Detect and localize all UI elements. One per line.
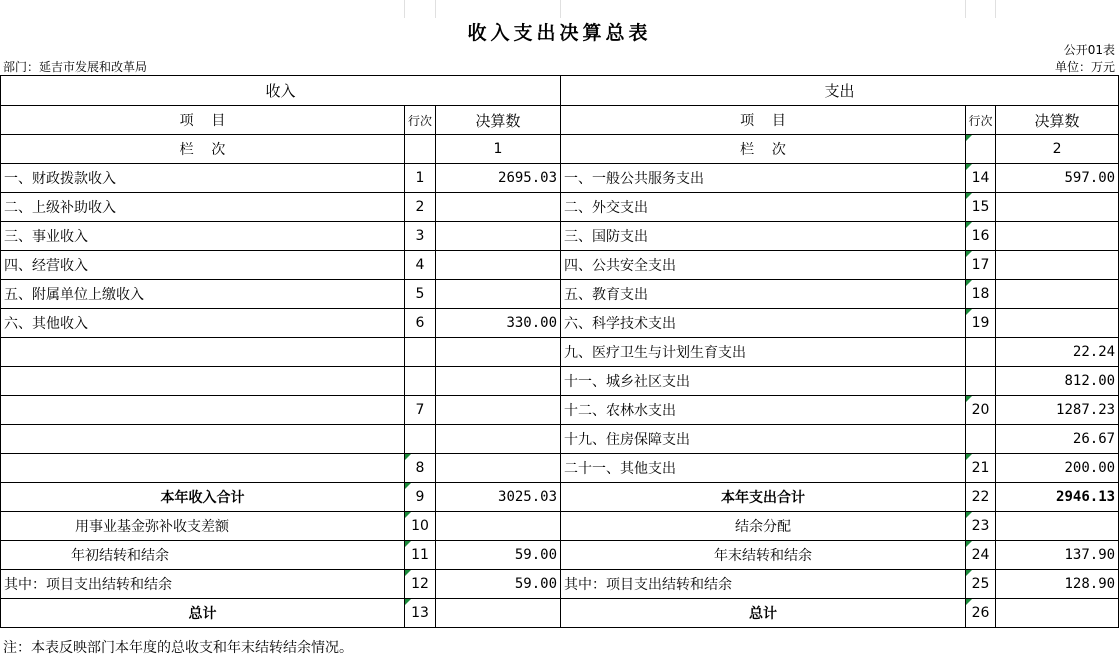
income-project-carryover-label[interactable]: 其中：项目支出结转和结余 — [1, 570, 405, 599]
expense-year-total-label[interactable]: 本年支出合计 — [561, 483, 966, 512]
beginning-carryover-rowno[interactable]: 11 — [405, 541, 436, 570]
expense-rowno-cell[interactable] — [966, 338, 996, 367]
expense-rowno-cell[interactable] — [966, 425, 996, 454]
beginning-carryover-value[interactable]: 59.00 — [436, 541, 561, 570]
table-row — [1, 280, 1119, 309]
income-item-cell[interactable]: 五、附属单位上缴收入 — [1, 280, 405, 309]
income-year-total-rowno[interactable]: 9 — [405, 483, 436, 512]
expense-item-cell[interactable]: 二、外交支出 — [561, 193, 966, 222]
expense-column-blank[interactable] — [966, 135, 996, 164]
income-amount-cell[interactable] — [436, 193, 561, 222]
income-item-cell[interactable] — [1, 396, 405, 425]
table-row — [1, 309, 1119, 338]
expense-item-cell[interactable]: 六、科学技术支出 — [561, 309, 966, 338]
expense-amount-cell[interactable]: 597.00 — [996, 164, 1119, 193]
income-rowno-cell[interactable]: 4 — [405, 251, 436, 280]
expense-column-label[interactable]: 栏 次 — [561, 135, 966, 164]
income-project-carryover-value[interactable]: 59.00 — [436, 570, 561, 599]
expense-year-total-rowno[interactable]: 22 — [966, 483, 996, 512]
expense-amount-header[interactable]: 决算数 — [996, 106, 1119, 135]
expense-rowno-cell[interactable]: 19 — [966, 309, 996, 338]
ending-carryover-rowno[interactable]: 24 — [966, 541, 996, 570]
expense-rowno-cell[interactable]: 21 — [966, 454, 996, 483]
income-item-cell[interactable]: 三、事业收入 — [1, 222, 405, 251]
table-row — [1, 396, 1119, 425]
income-grand-total-value[interactable] — [436, 599, 561, 628]
project-carryover-row — [1, 570, 1119, 599]
column-index-row — [1, 135, 1119, 164]
expense-amount-cell[interactable] — [996, 193, 1119, 222]
expense-grand-total-rowno[interactable]: 26 — [966, 599, 996, 628]
expense-amount-cell[interactable] — [996, 222, 1119, 251]
expense-project-carryover-value[interactable]: 128.90 — [996, 570, 1119, 599]
expense-rowno-cell[interactable]: 14 — [966, 164, 996, 193]
income-rowno-cell[interactable]: 2 — [405, 193, 436, 222]
expense-item-cell[interactable]: 十二、农林水支出 — [561, 396, 966, 425]
income-item-cell[interactable]: 四、经营收入 — [1, 251, 405, 280]
income-grand-total-label[interactable]: 总计 — [1, 599, 405, 628]
table-row — [1, 164, 1119, 193]
table-row — [1, 338, 1119, 367]
surplus-distribution-value[interactable] — [996, 512, 1119, 541]
expense-amount-cell[interactable]: 200.00 — [996, 454, 1119, 483]
table-row — [1, 251, 1119, 280]
income-rowno-cell[interactable]: 3 — [405, 222, 436, 251]
expense-section-header[interactable]: 支出 — [561, 76, 1119, 106]
income-item-cell[interactable] — [1, 454, 405, 483]
expense-amount-cell[interactable] — [996, 251, 1119, 280]
section-header-row — [1, 76, 1119, 106]
expense-rowno-cell[interactable] — [966, 367, 996, 396]
expense-project-carryover-rowno[interactable]: 25 — [966, 570, 996, 599]
expense-item-header[interactable]: 项 目 — [561, 106, 966, 135]
income-item-cell[interactable]: 二、上级补助收入 — [1, 193, 405, 222]
income-item-header[interactable]: 项 目 — [1, 106, 405, 135]
income-column-label[interactable]: 栏 次 — [1, 135, 405, 164]
expense-rowno-cell[interactable]: 20 — [966, 396, 996, 425]
table-row — [1, 193, 1119, 222]
expense-item-cell[interactable]: 十九、住房保障支出 — [561, 425, 966, 454]
form-code: 公开01表 — [1063, 43, 1115, 57]
expense-rowno-header[interactable]: 行次 — [966, 106, 996, 135]
expense-year-total-value[interactable]: 2946.13 — [996, 483, 1119, 512]
income-rowno-cell[interactable] — [405, 367, 436, 396]
income-rowno-cell[interactable] — [405, 425, 436, 454]
income-amount-cell[interactable] — [436, 280, 561, 309]
carryover-row — [1, 541, 1119, 570]
income-item-cell[interactable] — [1, 425, 405, 454]
ending-carryover-label[interactable]: 年末结转和结余 — [561, 541, 966, 570]
unit-label: 单位：万元 — [1054, 60, 1115, 74]
income-year-total-label[interactable]: 本年收入合计 — [1, 483, 405, 512]
fund-offset-value[interactable] — [436, 512, 561, 541]
income-grand-total-rowno[interactable]: 13 — [405, 599, 436, 628]
income-amount-header[interactable]: 决算数 — [436, 106, 561, 135]
income-column-blank[interactable] — [405, 135, 436, 164]
expense-rowno-cell[interactable]: 16 — [966, 222, 996, 251]
report-title: 收入支出决算总表 — [467, 22, 652, 44]
expense-item-cell[interactable]: 二十一、其他支出 — [561, 454, 966, 483]
income-item-cell[interactable]: 一、财政拨款收入 — [1, 164, 405, 193]
income-column-number[interactable]: 1 — [436, 135, 561, 164]
expense-amount-cell[interactable]: 812.00 — [996, 367, 1119, 396]
income-amount-cell[interactable] — [436, 396, 561, 425]
expense-column-number[interactable]: 2 — [996, 135, 1119, 164]
surplus-distribution-label[interactable]: 结余分配 — [561, 512, 966, 541]
income-year-total-value[interactable]: 3025.03 — [436, 483, 561, 512]
income-amount-cell[interactable] — [436, 251, 561, 280]
column-header-row — [1, 106, 1119, 135]
footnote: 注：本表反映部门本年度的总收支和年末结转结余情况。 — [3, 640, 353, 656]
expense-grand-total-label[interactable]: 总计 — [561, 599, 966, 628]
fund-offset-rowno[interactable]: 10 — [405, 512, 436, 541]
expense-item-cell[interactable]: 四、公共安全支出 — [561, 251, 966, 280]
income-item-cell[interactable] — [1, 367, 405, 396]
income-rowno-cell[interactable]: 7 — [405, 396, 436, 425]
fund-offset-label[interactable]: 用事业基金弥补收支差额 — [1, 512, 405, 541]
beginning-carryover-label[interactable]: 年初结转和结余 — [1, 541, 405, 570]
income-rowno-cell[interactable]: 8 — [405, 454, 436, 483]
sheet-gridlines — [0, 0, 1119, 18]
income-item-cell[interactable] — [1, 338, 405, 367]
expense-amount-cell[interactable]: 26.67 — [996, 425, 1119, 454]
income-project-carryover-rowno[interactable]: 12 — [405, 570, 436, 599]
ending-carryover-value[interactable]: 137.90 — [996, 541, 1119, 570]
expense-rowno-cell[interactable]: 17 — [966, 251, 996, 280]
surplus-distribution-rowno[interactable]: 23 — [966, 512, 996, 541]
income-amount-cell[interactable] — [436, 367, 561, 396]
grand-total-row — [1, 599, 1119, 628]
income-amount-cell[interactable] — [436, 425, 561, 454]
table-row — [1, 425, 1119, 454]
income-rowno-cell[interactable] — [405, 338, 436, 367]
table-row — [1, 222, 1119, 251]
income-amount-cell[interactable] — [436, 222, 561, 251]
income-amount-cell[interactable] — [436, 454, 561, 483]
expense-rowno-cell[interactable]: 18 — [966, 280, 996, 309]
year-total-row — [1, 483, 1119, 512]
expense-item-cell[interactable]: 五、教育支出 — [561, 280, 966, 309]
income-rowno-cell[interactable]: 1 — [405, 164, 436, 193]
expense-rowno-cell[interactable]: 15 — [966, 193, 996, 222]
fund-row — [1, 512, 1119, 541]
department-label: 部门：延吉市发展和改革局 — [3, 60, 148, 74]
income-expense-table — [0, 75, 1119, 628]
income-rowno-cell[interactable]: 5 — [405, 280, 436, 309]
expense-item-cell[interactable]: 九、医疗卫生与计划生育支出 — [561, 338, 966, 367]
income-amount-cell[interactable]: 2695.03 — [436, 164, 561, 193]
expense-amount-cell[interactable]: 22.24 — [996, 338, 1119, 367]
table-row — [1, 367, 1119, 396]
expense-grand-total-value[interactable] — [996, 599, 1119, 628]
expense-item-cell[interactable]: 三、国防支出 — [561, 222, 966, 251]
income-amount-cell[interactable] — [436, 338, 561, 367]
income-item-cell[interactable]: 六、其他收入 — [1, 309, 405, 338]
expense-amount-cell[interactable] — [996, 280, 1119, 309]
income-amount-cell[interactable]: 330.00 — [436, 309, 561, 338]
income-section-header[interactable]: 收入 — [1, 76, 561, 106]
income-rowno-cell[interactable]: 6 — [405, 309, 436, 338]
income-rowno-header[interactable]: 行次 — [405, 106, 436, 135]
expense-item-cell[interactable]: 一、一般公共服务支出 — [561, 164, 966, 193]
expense-amount-cell[interactable]: 1287.23 — [996, 396, 1119, 425]
expense-project-carryover-label[interactable]: 其中：项目支出结转和结余 — [561, 570, 966, 599]
expense-item-cell[interactable]: 十一、城乡社区支出 — [561, 367, 966, 396]
expense-amount-cell[interactable] — [996, 309, 1119, 338]
table-row — [1, 454, 1119, 483]
